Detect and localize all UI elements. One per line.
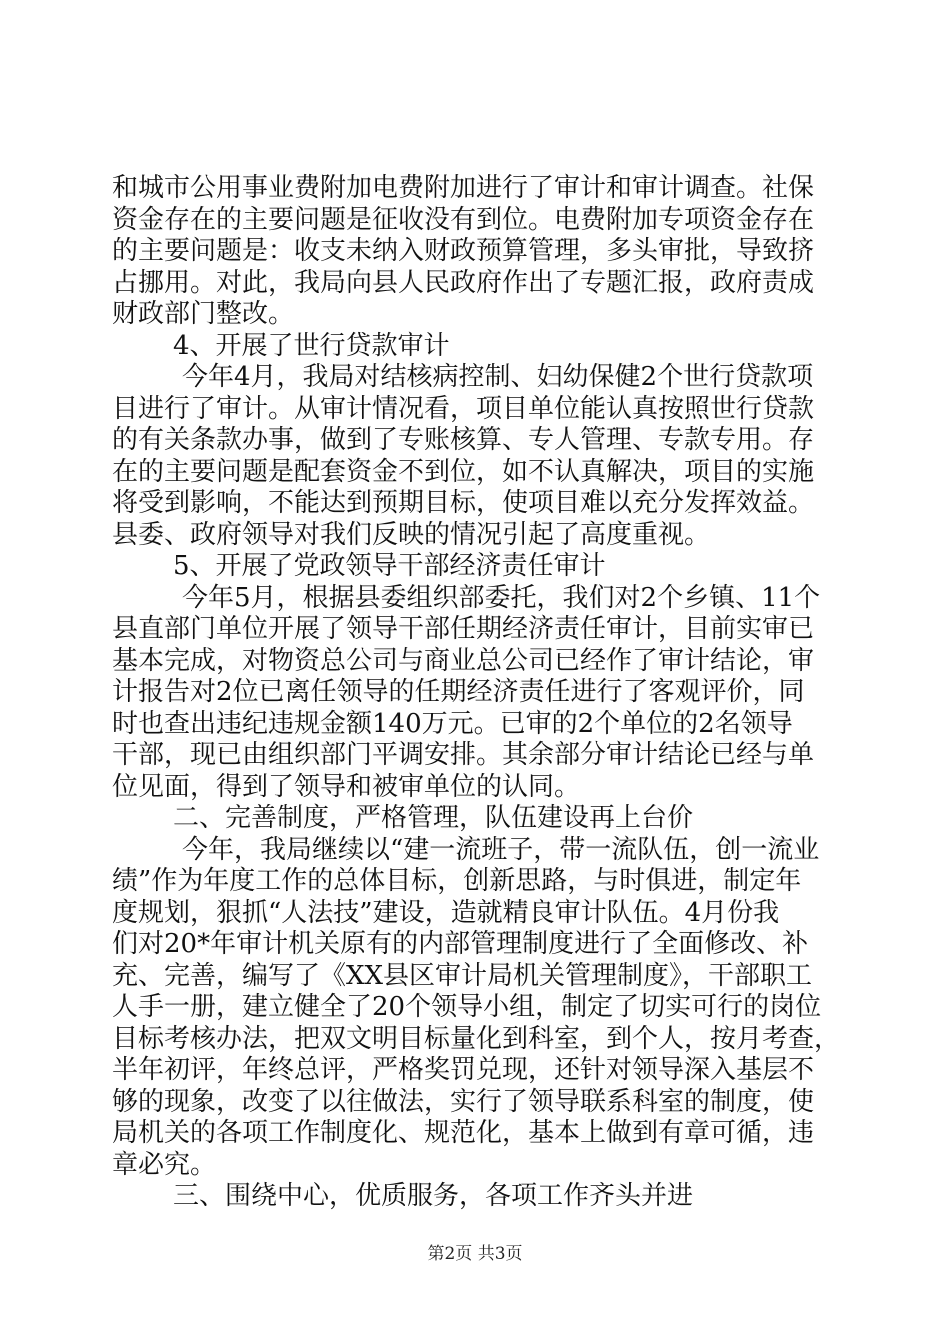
body-line: 资金存在的主要问题是征收没有到位。电费附加专项资金存在 — [112, 204, 815, 235]
body-line: 绩”作为年度工作的总体目标，创新思路，与时俱进，制定年 — [112, 866, 802, 896]
body-line: 度规划，狠抓“人法技”建设，造就精良审计队伍。4月份我 — [112, 897, 780, 928]
section-heading: 三、围绕中心，优质服务，各项工作齐头并进 — [173, 1181, 694, 1211]
body-line: 的有关条款办事，做到了专账核算、专人管理、专款专用。存 — [112, 425, 815, 455]
body-line: 占挪用。对此，我局向县人民政府作出了专题汇报，政府责成 — [112, 267, 815, 298]
body-line: 基本完成，对物资总公司与商业总公司已经作了审计结论，审 — [112, 645, 815, 676]
body-line: 财政部门整改。 — [112, 299, 295, 329]
body-line: 今年，我局继续以“建一流班子，带一流队伍，创一流业 — [182, 834, 820, 865]
body-line: 目标考核办法，把双文明目标量化到科室，到个人，按月考查， — [112, 1023, 841, 1054]
body-line: 位见面，得到了领导和被审单位的认同。 — [112, 771, 581, 802]
body-line: 计报告对2位已离任领导的任期经济责任进行了客观评价，同 — [112, 677, 805, 707]
body-line: 今年4月，我局对结核病控制、妇幼保健2个世行贷款项 — [182, 362, 814, 392]
body-line: 够的现象，改变了以往做法，实行了领导联系科室的制度，使 — [112, 1086, 815, 1117]
page-number-footer: 第2页 共3页 — [427, 1244, 523, 1264]
body-line: 人手一册，建立健全了20个领导小组，制定了切实可行的岗位 — [112, 992, 822, 1022]
body-line: 和城市公用事业费附加电费附加进行了审计和审计调查。社保 — [112, 173, 815, 203]
body-line: 在的主要问题是配套资金不到位，如不认真解决，项目的实施 — [112, 456, 815, 487]
body-line: 的主要问题是：收支未纳入财政预算管理，多头审批，导致挤 — [112, 236, 815, 266]
body-line: 目进行了审计。从审计情况看，项目单位能认真按照世行贷款 — [112, 393, 815, 424]
section-heading: 4、开展了世行贷款审计 — [173, 330, 450, 361]
body-line: 章必究。 — [112, 1149, 217, 1180]
body-line: 干部，现已由组织部门平调安排。其余部分审计结论已经与单 — [112, 740, 815, 770]
body-line: 局机关的各项工作制度化、规范化，基本上做到有章可循，违 — [112, 1118, 815, 1148]
body-line: 时也查出违纪违规金额140万元。已审的2个单位的2名领导 — [112, 708, 793, 739]
body-line: 县委、政府领导对我们反映的情况引起了高度重视。 — [112, 519, 711, 550]
section-heading: 5、开展了党政领导干部经济责任审计 — [173, 551, 606, 581]
body-line: 们对20*年审计机关原有的内部管理制度进行了全面修改、补 — [112, 929, 809, 959]
body-line: 今年5月，根据县委组织部委托，我们对2个乡镇、11个 — [182, 582, 821, 613]
body-line: 半年初评，年终总评，严格奖罚兑现，还针对领导深入基层不 — [112, 1055, 815, 1085]
body-line: 充、完善，编写了《XX县区审计局机关管理制度》，干部职工 — [112, 960, 813, 991]
body-line: 将受到影响，不能达到预期目标，使项目难以充分发挥效益。 — [112, 488, 815, 518]
body-line: 县直部门单位开展了领导干部任期经济责任审计，目前实审已 — [112, 614, 815, 644]
section-heading: 二、完善制度，严格管理，队伍建设再上台价 — [173, 803, 694, 833]
